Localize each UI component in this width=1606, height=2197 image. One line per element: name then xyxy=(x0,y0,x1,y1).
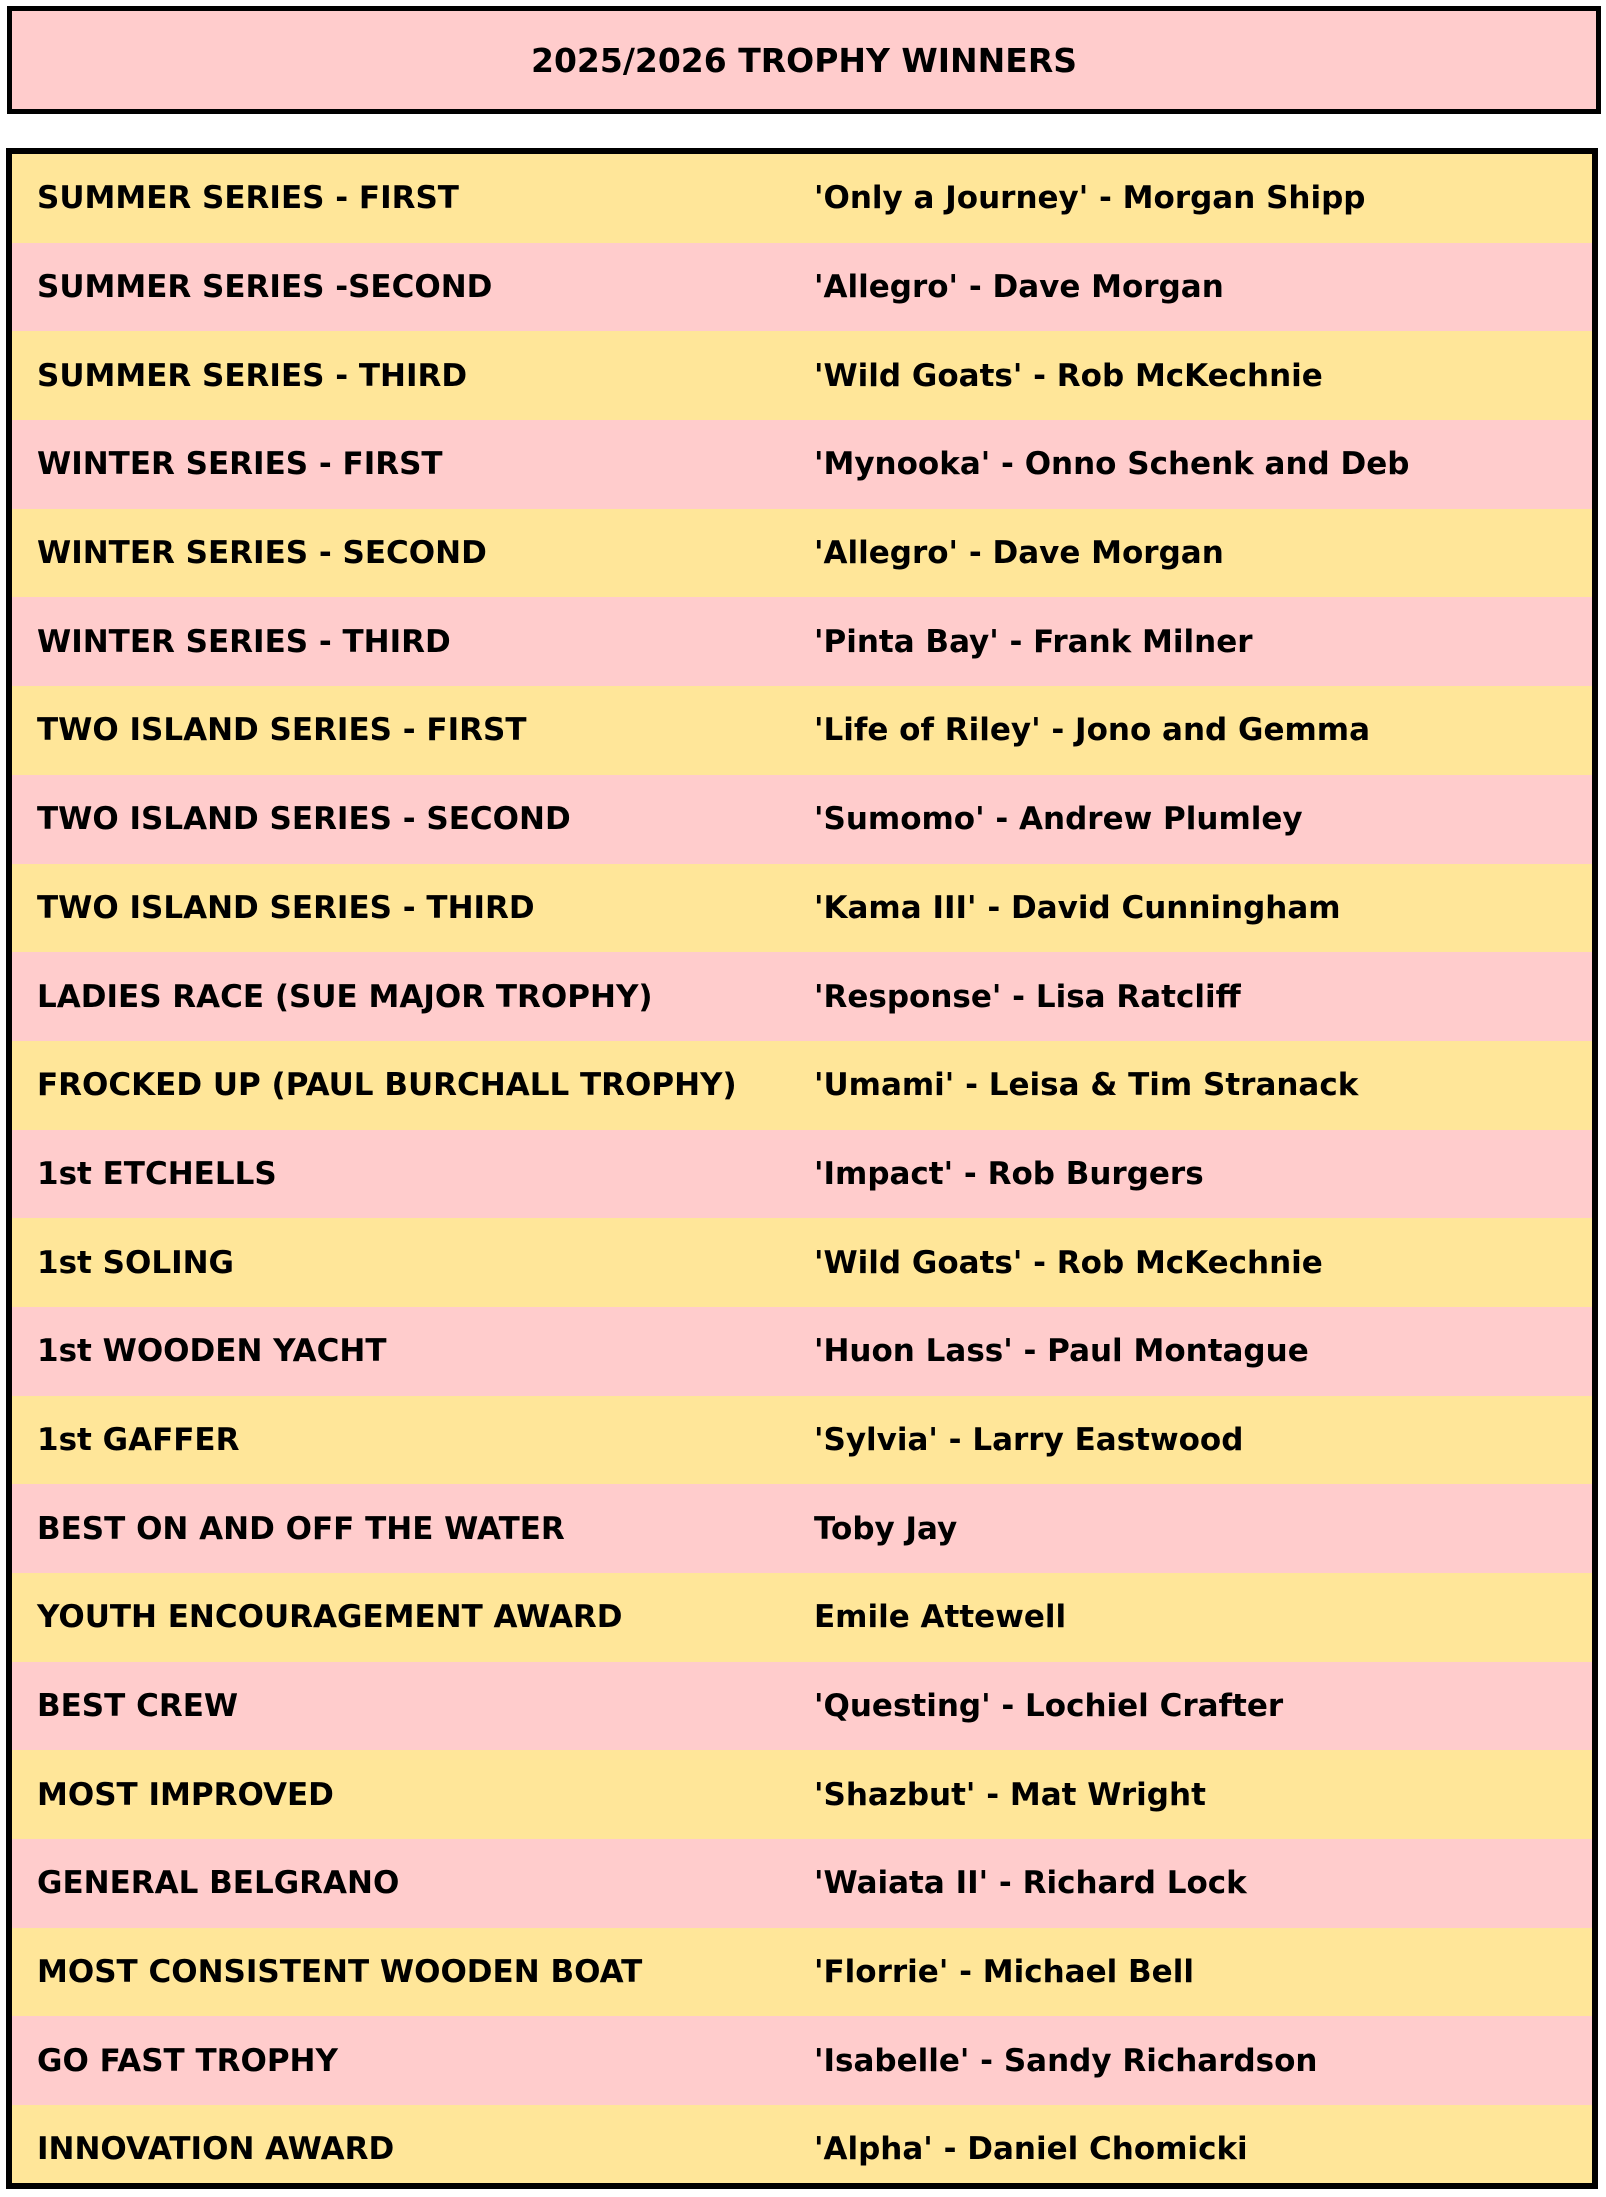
table-row xyxy=(12,1928,1592,2017)
table-row xyxy=(12,1662,1592,1751)
table-row xyxy=(12,2105,1592,2189)
winner-name: 'Waiata II' - Richard Lock xyxy=(814,1865,1247,1902)
winner-name: 'Questing' - Lochiel Crafter xyxy=(814,1688,1284,1725)
table-row xyxy=(12,1396,1592,1485)
award-name: SUMMER SERIES -SECOND xyxy=(37,269,493,306)
winner-name: 'Life of Riley' - Jono and Gemma xyxy=(814,712,1371,749)
table-row xyxy=(12,1130,1592,1219)
winner-name: 'Wild Goats' - Rob McKechnie xyxy=(814,357,1323,394)
award-name: BEST ON AND OFF THE WATER xyxy=(37,1510,565,1547)
winner-name: 'Allegro' - Dave Morgan xyxy=(814,535,1224,572)
winner-name: 'Only a Journey' - Morgan Shipp xyxy=(814,180,1366,217)
winner-name: Emile Attewell xyxy=(814,1599,1067,1636)
award-name: WINTER SERIES - FIRST xyxy=(37,446,443,483)
table-row xyxy=(12,1573,1592,1662)
award-name: MOST CONSISTENT WOODEN BOAT xyxy=(37,1954,643,1991)
winner-name: 'Kama III' - David Cunningham xyxy=(814,889,1341,926)
winner-name: 'Wild Goats' - Rob McKechnie xyxy=(814,1244,1323,1281)
winner-name: 'Response' - Lisa Ratcliff xyxy=(814,978,1241,1015)
award-name: 1st WOODEN YACHT xyxy=(37,1333,387,1370)
award-name: TWO ISLAND SERIES - SECOND xyxy=(37,801,571,838)
table-row xyxy=(12,597,1592,686)
award-name: SUMMER SERIES - THIRD xyxy=(37,357,468,394)
table-row xyxy=(12,775,1592,864)
award-name: SUMMER SERIES - FIRST xyxy=(37,180,459,217)
table-row xyxy=(12,509,1592,598)
winner-name: 'Umami' - Leisa & Tim Stranack xyxy=(814,1067,1359,1104)
award-name: BEST CREW xyxy=(37,1688,239,1725)
award-name: GENERAL BELGRANO xyxy=(37,1865,400,1902)
winner-name: 'Pinta Bay' - Frank Milner xyxy=(814,623,1253,660)
award-name: TWO ISLAND SERIES - THIRD xyxy=(37,889,535,926)
award-name: 1st ETCHELLS xyxy=(37,1155,277,1192)
winner-name: 'Sylvia' - Larry Eastwood xyxy=(814,1421,1244,1458)
winner-name: 'Sumomo' - Andrew Plumley xyxy=(814,801,1303,838)
winner-name: 'Florrie' - Michael Bell xyxy=(814,1954,1194,1991)
award-name: 1st SOLING xyxy=(37,1244,234,1281)
award-name: 1st GAFFER xyxy=(37,1421,240,1458)
table-row xyxy=(12,952,1592,1041)
award-name: WINTER SERIES - SECOND xyxy=(37,535,487,572)
winner-name: 'Mynooka' - Onno Schenk and Deb xyxy=(814,446,1410,483)
award-name: MOST IMPROVED xyxy=(37,1776,334,1813)
award-name: GO FAST TROPHY xyxy=(37,2042,338,2079)
winner-name: 'Alpha' - Daniel Chomicki xyxy=(814,2131,1248,2168)
table-row xyxy=(12,1839,1592,1928)
table-row xyxy=(12,1041,1592,1130)
winner-name: 'Impact' - Rob Burgers xyxy=(814,1155,1204,1192)
winner-name: 'Isabelle' - Sandy Richardson xyxy=(814,2042,1318,2079)
table-row xyxy=(12,1750,1592,1839)
award-name: LADIES RACE (SUE MAJOR TROPHY) xyxy=(37,978,653,1015)
table-row xyxy=(12,686,1592,775)
award-name: WINTER SERIES - THIRD xyxy=(37,623,451,660)
table-row xyxy=(12,1307,1592,1396)
award-name: INNOVATION AWARD xyxy=(37,2131,395,2168)
winner-name: 'Allegro' - Dave Morgan xyxy=(814,269,1224,306)
table-row xyxy=(12,331,1592,420)
table-row xyxy=(12,2016,1592,2105)
winner-name: Toby Jay xyxy=(814,1510,958,1547)
title-banner xyxy=(7,6,1601,114)
table-row xyxy=(12,243,1592,332)
table-row xyxy=(12,1484,1592,1573)
trophy-table xyxy=(6,148,1598,2189)
winner-name: 'Huon Lass' - Paul Montague xyxy=(814,1333,1309,1370)
award-name: TWO ISLAND SERIES - FIRST xyxy=(37,712,527,749)
table-row xyxy=(12,1218,1592,1307)
table-row xyxy=(12,864,1592,953)
award-name: FROCKED UP (PAUL BURCHALL TROPHY) xyxy=(37,1067,737,1104)
award-name: YOUTH ENCOURAGEMENT AWARD xyxy=(37,1599,623,1636)
table-row xyxy=(12,154,1592,243)
winner-name: 'Shazbut' - Mat Wright xyxy=(814,1776,1206,1813)
page-title: 2025/2026 TROPHY WINNERS xyxy=(530,40,1078,80)
table-row xyxy=(12,420,1592,509)
